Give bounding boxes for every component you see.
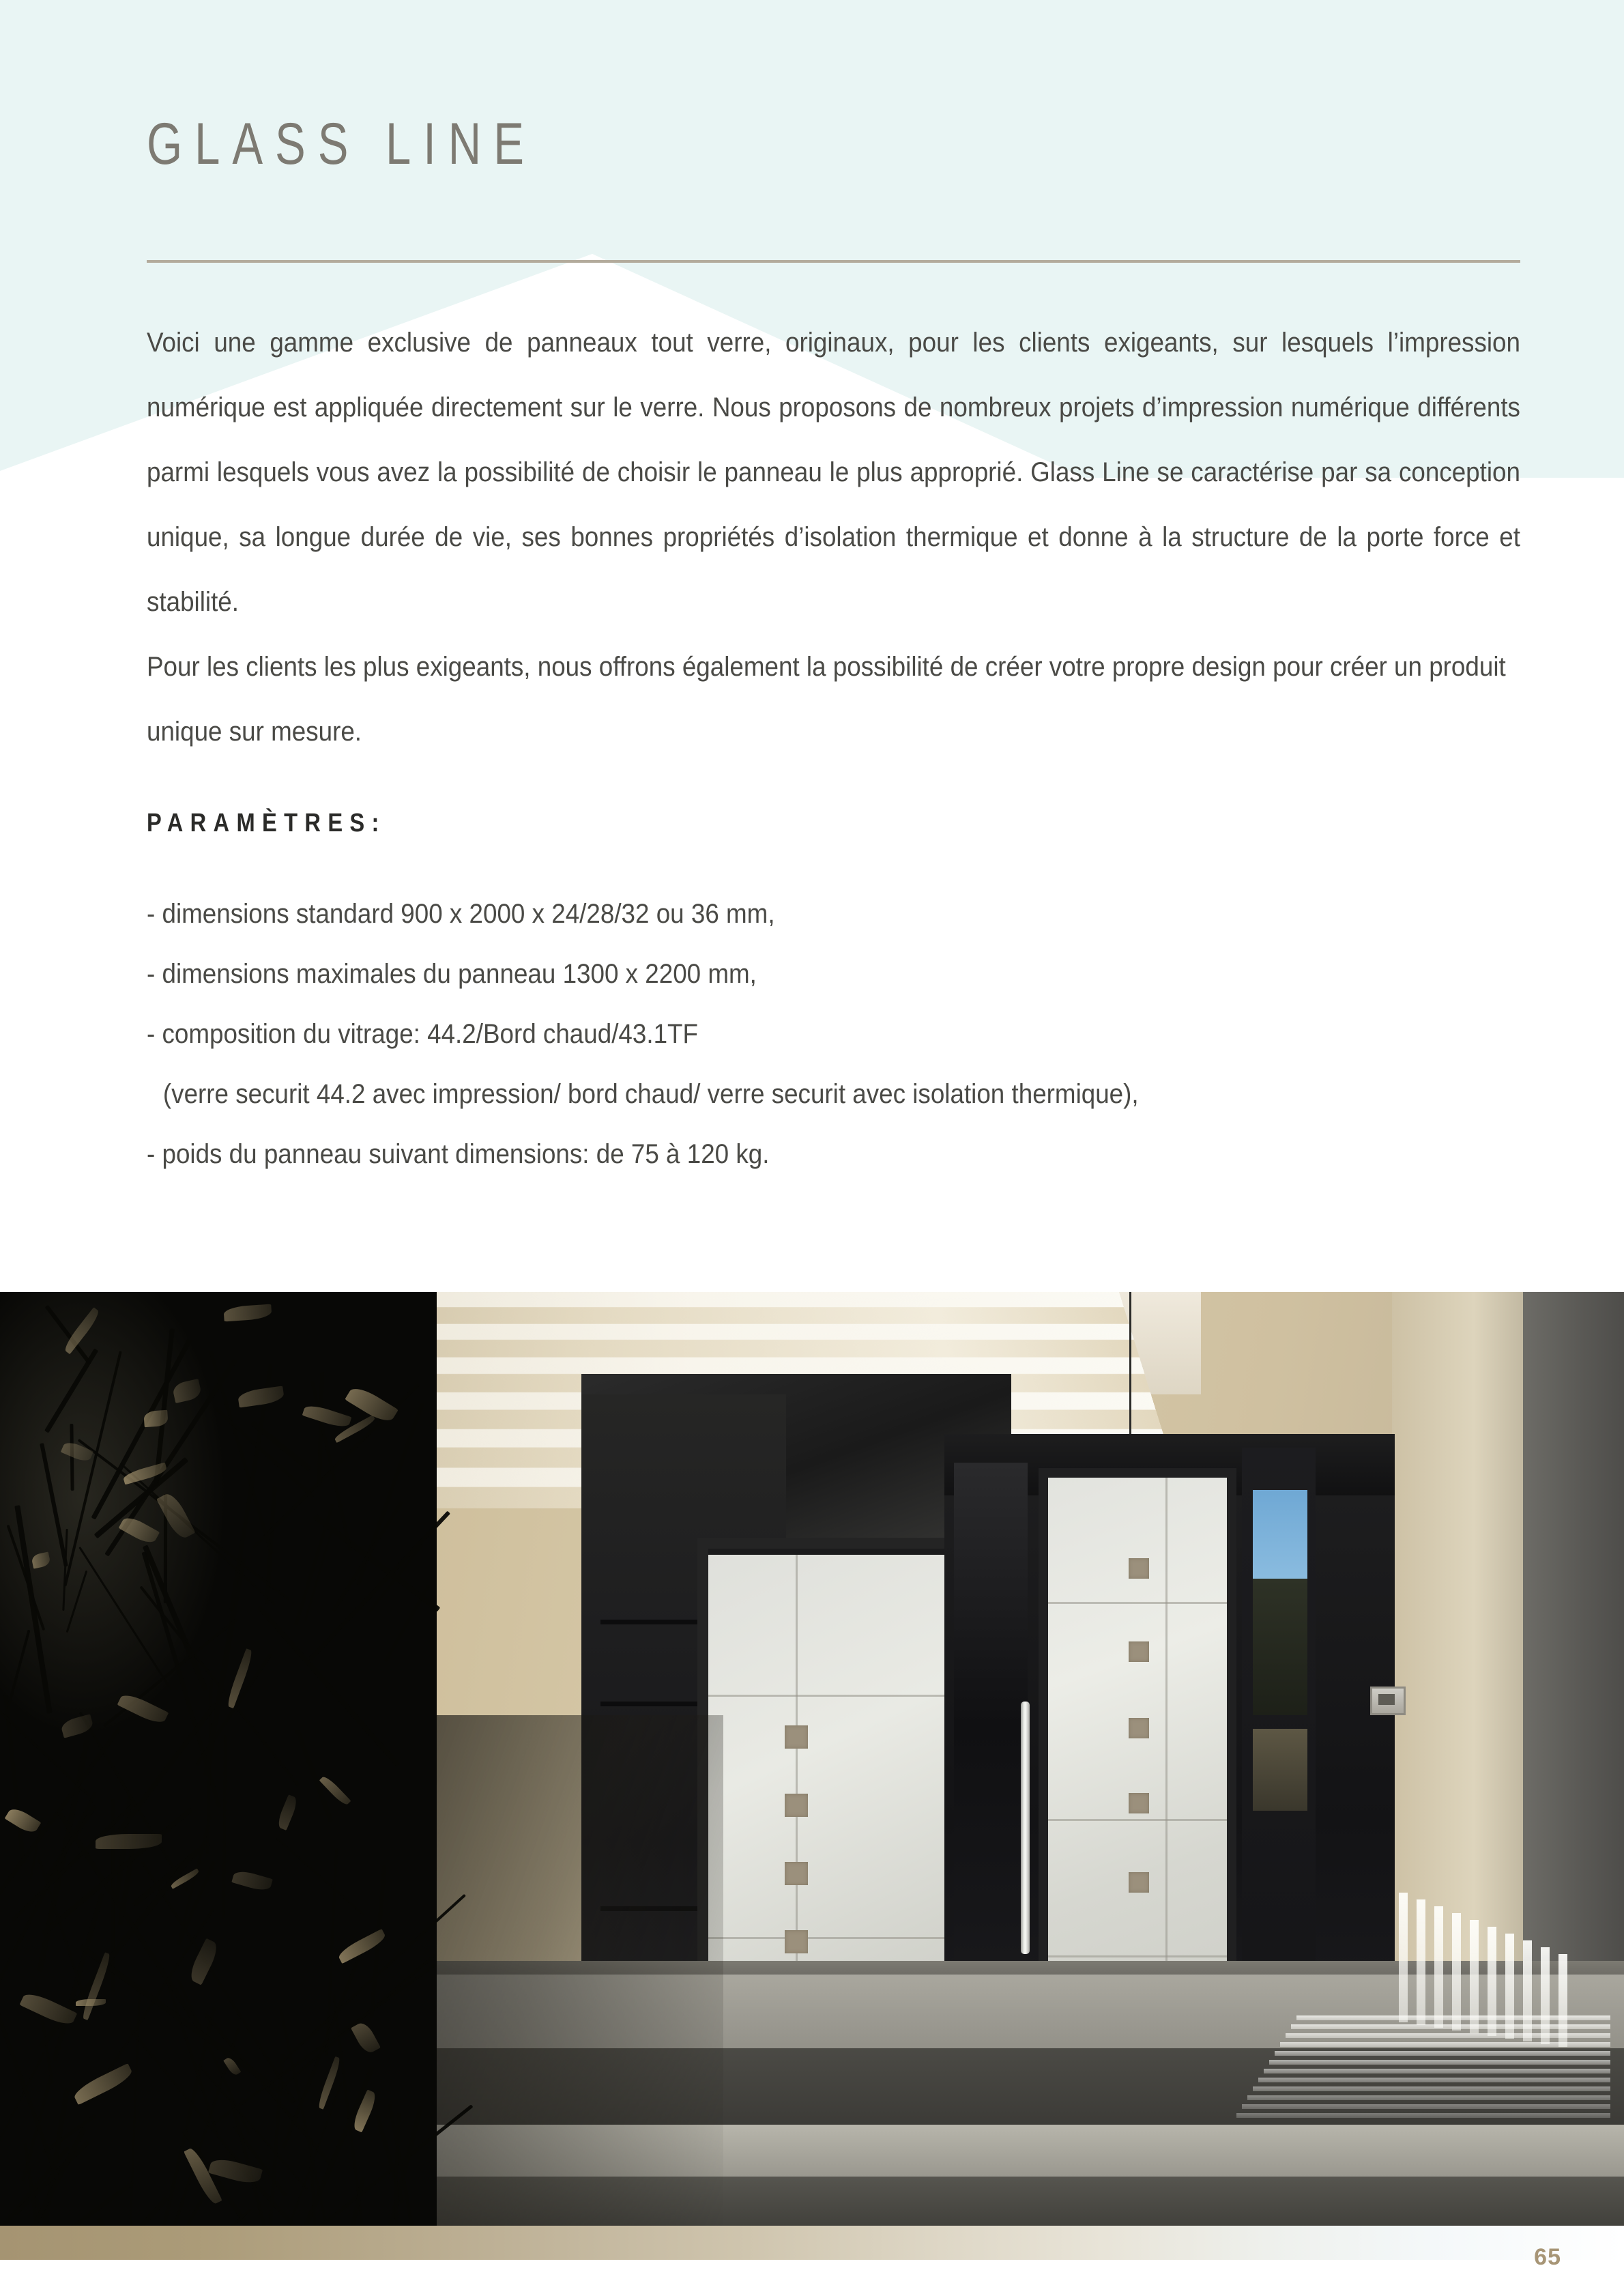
palm-frond-stem [368, 1544, 423, 1613]
sunlight-stripe [1296, 2015, 1610, 2020]
sunlight-stripe [1541, 1947, 1550, 2044]
glass-grid-line-horizontal [1048, 1955, 1227, 1957]
sunlight-stripe [1434, 1906, 1443, 2028]
sunlight-stripe [1417, 1899, 1425, 2025]
sunlight-stripe [1269, 2060, 1610, 2065]
glass-square-motif [785, 1794, 808, 1817]
palm-leaf-highlight [119, 1514, 160, 1547]
palm-leaf-highlight [96, 1834, 162, 1849]
palm-frond-stem [58, 2196, 169, 2226]
palm-leaf-highlight [5, 1805, 42, 1835]
palm-leaf-highlight [237, 1386, 285, 1407]
right-door-handle[interactable] [1021, 1702, 1030, 1954]
parameters-list [147, 884, 1520, 1184]
title-divider-rule [147, 260, 1520, 263]
palm-frond-stem [14, 1505, 52, 1713]
sunlight-stripe [1264, 2069, 1610, 2073]
glass-grid-line-horizontal [1048, 1602, 1227, 1604]
intro-paragraph-2: Pour les clients les plus exigeants, nous offrons également la possibilité de créer votre propre design pour créer un produit unique sur mesure. [147, 652, 1506, 747]
palm-frond-stem [222, 1735, 227, 1919]
glass-square-motif [785, 1862, 808, 1885]
palm-frond-stem [7, 1629, 31, 1709]
sunlight-stripe [1505, 1934, 1514, 2039]
parameter-item: - dimensions standard 900 x 2000 x 24/28/32 ou 36 mm, [147, 899, 775, 929]
palm-frond-stem [294, 1503, 334, 1625]
palm-leaf-highlight [224, 1304, 272, 1322]
palm-frond-stem [113, 1702, 218, 1839]
palm-leaf-highlight [350, 2020, 380, 2056]
parameter-item: - composition du vitrage: 44.2/Bord chaud/43.1TF [147, 1019, 699, 1049]
intercom-screen [1378, 1694, 1395, 1705]
glass-square-motif [1129, 1718, 1149, 1738]
sunlight-stripe [1291, 2024, 1610, 2029]
palm-leaf-highlight [60, 1714, 95, 1738]
sunlight-stripe [1452, 1913, 1461, 2030]
sunlight-stripe [1247, 2095, 1610, 2100]
palm-frond-stem [250, 2081, 343, 2226]
palm-frond-stem [295, 1729, 333, 1822]
glass-grid-line-horizontal [708, 1695, 947, 1697]
entrance-photograph [0, 1292, 1624, 2226]
palm-leaf-highlight [336, 1929, 388, 1964]
page-title: GLASS LINE [147, 111, 536, 177]
sunlight-stripe [1253, 2086, 1610, 2091]
sunlight-stripe [1399, 1893, 1408, 2022]
glass-square-motif [1129, 1558, 1149, 1579]
glass-square-motif [785, 1725, 808, 1749]
glass-grid-line-horizontal [1048, 1819, 1227, 1821]
sunlight-stripe [1280, 2042, 1610, 2047]
palm-frond-stem [257, 1606, 399, 1767]
palm-leaf-highlight [61, 1439, 93, 1464]
palm-frond-stem [166, 1981, 220, 2136]
sunlight-stripe [1286, 2033, 1610, 2038]
palm-frond-stem [154, 1328, 175, 1485]
palm-foliage-foreground [0, 1292, 437, 2226]
glass-square-motif [1129, 1872, 1149, 1893]
palm-frond-stem [40, 1443, 68, 1567]
palm-frond-stem [214, 1407, 315, 1499]
palm-leaf-highlight [76, 1999, 106, 2006]
palm-leaf-highlight [172, 1379, 203, 1403]
sky-reflection-in-sidelight [1253, 1490, 1307, 1585]
palm-frond-stem [44, 1348, 98, 1433]
palm-leaf-highlight [31, 1551, 51, 1568]
palm-leaf-highlight [72, 2063, 135, 2105]
parameter-item: - poids du panneau suivant dimensions: de 75 à 120 kg. [147, 1139, 770, 1169]
palm-frond-stem [91, 1338, 192, 1519]
palm-leaf-highlight [302, 1403, 351, 1431]
glass-square-motif [1129, 1793, 1149, 1813]
palm-leaf-highlight [20, 1990, 77, 2028]
parameter-item: - dimensions maximales du panneau 1300 x 2200 mm, [147, 959, 757, 989]
glass-grid-line-horizontal [708, 1937, 947, 1939]
sunlight-stripe [1242, 2104, 1610, 2109]
parameters-heading: PARAMÈTRES: [147, 809, 386, 837]
glass-square-motif [785, 1930, 808, 1953]
palm-leaf-highlight [231, 1868, 272, 1893]
tree-reflection-in-sidelight [1253, 1579, 1307, 1715]
palm-leaf-highlight [156, 1490, 195, 1541]
palm-frond-stem [66, 1570, 87, 1633]
footer-gradient-bar [0, 2226, 1624, 2260]
glass-square-motif [1129, 1641, 1149, 1662]
sunlight-stripe [1236, 2113, 1610, 2118]
intro-paragraph-1: Voici une gamme exclusive de panneaux tout verre, originaux, pour les clients exigeants, sur lesquels l’impression numérique est appliquée directement sur le verre. Nous proposons de nombreux projets d’impression numérique différents parmi lesquels vous avez la possibilité de choisir le panneau le plus approprié. Glass Line se caractérise par sa conception unique, sa longue durée de vie, ses bonnes propriétés d’isolation thermique et donne à la structure de la porte force et stabilité. [147, 328, 1520, 617]
sunlight-stripe [1258, 2078, 1610, 2082]
palm-frond-stem [276, 1837, 365, 1916]
palm-frond-stem [6, 1525, 45, 1631]
intro-text-block [147, 311, 1520, 764]
tree-reflection-lower [1253, 1729, 1307, 1811]
palm-leaf-highlight [276, 1794, 300, 1831]
page-header [147, 111, 646, 177]
palm-frond-stem [78, 1547, 172, 1690]
sunlight-stripe [1275, 2051, 1610, 2056]
page-number: 65 [1534, 2244, 1561, 2270]
parameter-item-sub: (verre securit 44.2 avec impression/ bord chaud/ verre securit avec isolation thermique), [162, 1079, 1139, 1109]
palm-leaf-highlight [316, 2056, 343, 2109]
